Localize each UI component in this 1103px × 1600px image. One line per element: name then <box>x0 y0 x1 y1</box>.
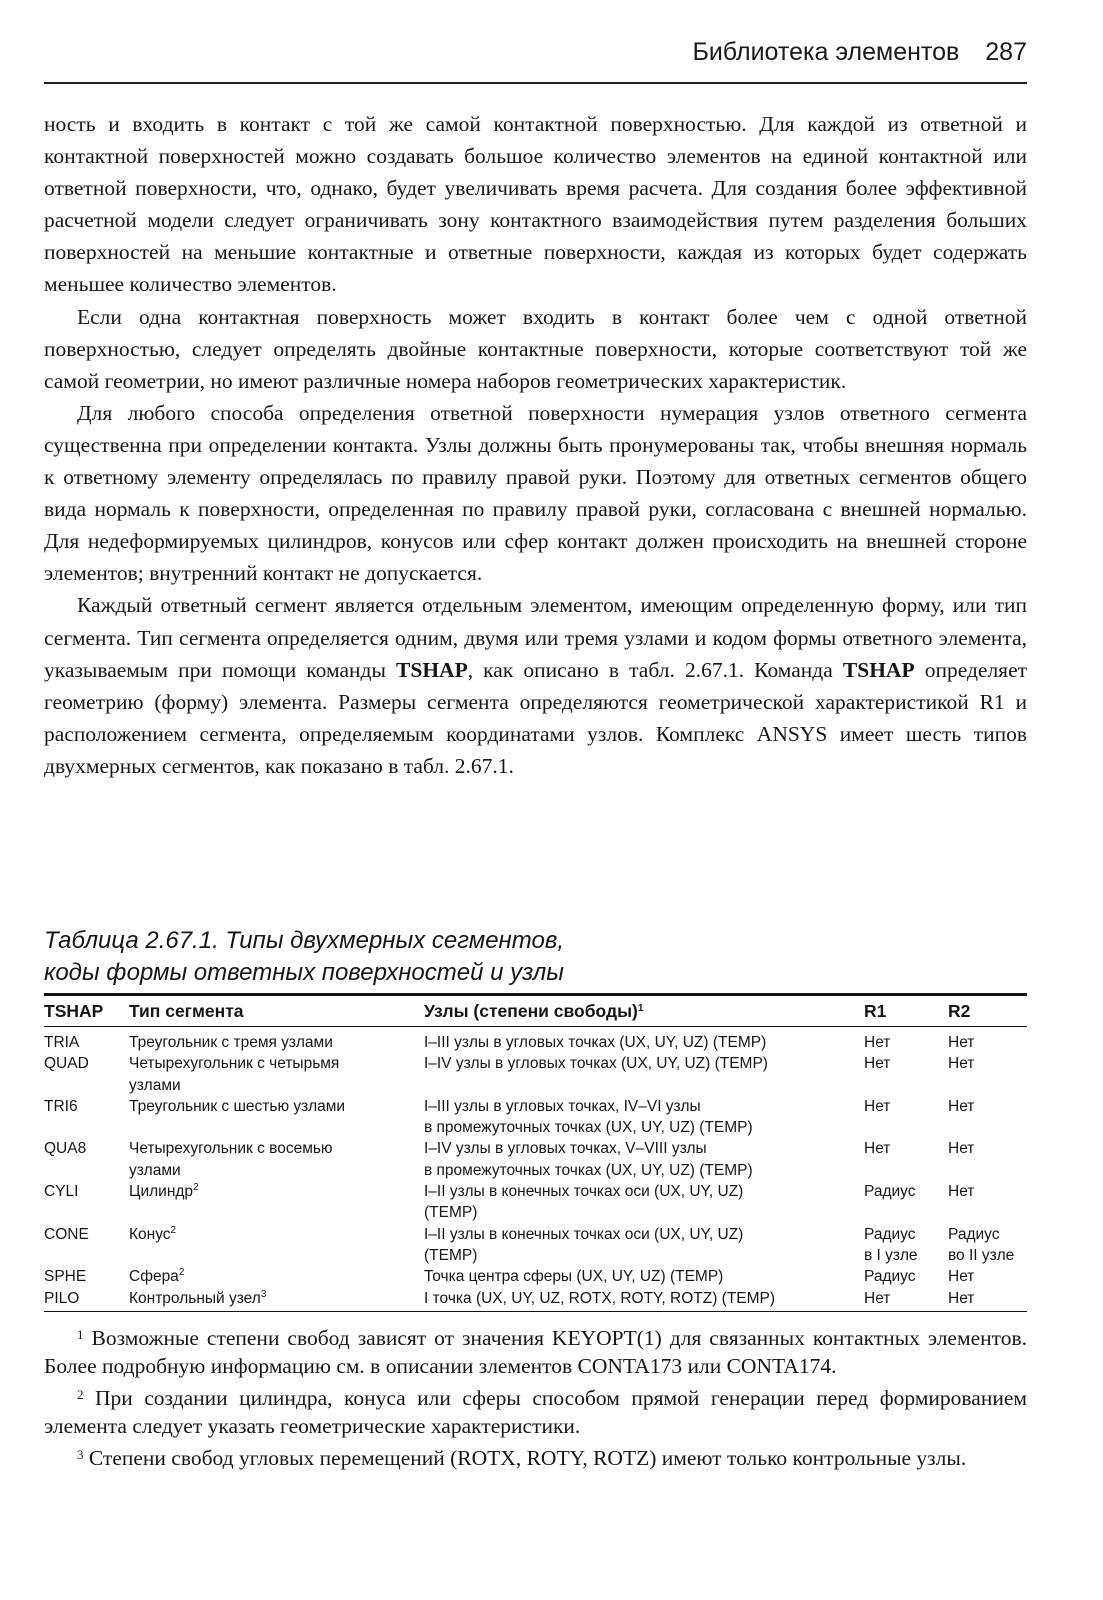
cell-nodes <box>424 1288 864 1311</box>
cell-r1 <box>864 1181 948 1224</box>
page-number: 287 <box>985 38 1027 66</box>
footnote-text: Возможные степени свобод зависят от значения KEYOPT(1) для связанных контактных элементов. Более подробную информацию см. в описании злементов CONTA173 или CONTA174. <box>44 1326 1028 1378</box>
footnotes <box>44 1325 1027 1478</box>
cell-line: I–IV узлы в угловых точках, V–VIII узлы <box>424 1140 707 1158</box>
footnote-mark: 2 <box>77 1387 84 1403</box>
footnote-mark: 3 <box>77 1447 84 1463</box>
cell-nodes <box>424 1224 864 1267</box>
cell-line: Нет <box>948 1097 975 1115</box>
cell-r2 <box>948 1053 1027 1096</box>
cell-segment-type <box>129 1027 424 1053</box>
footnote-ref: 2 <box>170 1224 177 1236</box>
cell-nodes <box>424 1266 864 1287</box>
table-row <box>44 1096 1027 1139</box>
cell-line: (TEMP) <box>424 1246 478 1264</box>
table-body <box>44 1027 1027 1311</box>
cell-line: в I узле <box>864 1246 918 1264</box>
cell-nodes <box>424 1053 864 1096</box>
paragraph-4-text: Каждый ответный сегмент является отдельным элементом, имеющим определенную форму, или тип сегмента. Тип сегмента определяется одним, двумя или тремя узлами и кодом формы ответного элемента, указываемым при помощи команды <box>44 593 1027 682</box>
cell-line: Нет <box>948 1055 975 1073</box>
footnote <box>44 1445 1027 1473</box>
table-row <box>44 1053 1027 1096</box>
header-tshap: TSHAP <box>44 1001 104 1021</box>
cell-r2 <box>948 1138 1027 1181</box>
cell-line: I–II узлы в конечных точках оси (UX, UY, UZ) <box>424 1183 744 1201</box>
cell-tshap: TRIA <box>44 1034 80 1051</box>
cell-line: Сфера <box>129 1268 179 1286</box>
table-row <box>44 1266 1027 1287</box>
cell-line: Нет <box>864 1289 891 1307</box>
cell-r1 <box>864 1288 948 1311</box>
cell-tshap: CONE <box>44 1225 89 1243</box>
cell-line: узлами <box>129 1161 181 1179</box>
cell-line: Треугольник с шестью узлами <box>129 1097 346 1115</box>
cell-segment-type <box>129 1053 424 1096</box>
footnote-text: При создании цилиндра, конуса или сферы способом прямой генерации перед формированием элемента следует указать геометрические характеристики. <box>44 1386 1027 1438</box>
table-row <box>44 1138 1027 1181</box>
table <box>44 996 1027 1026</box>
cell-segment-type <box>129 1288 424 1311</box>
paragraph-4 <box>44 589 1027 782</box>
cell-line: Точка центра сферы (UX, UY, UZ) (TEMP) <box>424 1268 724 1286</box>
header-r1: R1 <box>864 1001 887 1021</box>
cell-r2 <box>948 1181 1027 1224</box>
footnote-mark: 1 <box>77 1327 84 1342</box>
cell-segment-type <box>129 1266 424 1287</box>
running-title: Библиотека элементов <box>692 38 960 66</box>
footnote-ref: 3 <box>260 1288 267 1300</box>
cell-line: Контрольный узел <box>129 1289 261 1307</box>
cell-nodes <box>424 1096 864 1139</box>
cell-line: во II узле <box>948 1246 1015 1264</box>
cell-line: Нет <box>948 1140 975 1158</box>
cell-tshap: QUAD <box>44 1055 89 1073</box>
table-row <box>44 1027 1027 1053</box>
cell-r1 <box>864 1096 948 1139</box>
cell-tshap: CYLI <box>44 1183 79 1201</box>
cell-line: узлами <box>129 1076 181 1094</box>
cell-r2 <box>948 1096 1027 1139</box>
cell-line: Нет <box>948 1289 975 1307</box>
cell-segment-type <box>129 1138 424 1181</box>
cell-segment-type <box>129 1096 424 1139</box>
table-row <box>44 1181 1027 1224</box>
command-tshap: TSHAP <box>842 657 915 682</box>
cell-line: Радиус <box>948 1225 1000 1243</box>
paragraph-2: Если одна контактная поверхность может входить в контакт более чем с одной ответной поверхностью, следует определять двойные контактные поверхности, которые соответствуют той же самой геометрии, но имеют различные номера наборов геометрических характеристик. <box>44 304 1027 393</box>
paragraph-4-text: определяет геометрию (форму) элемента. Размеры сегмента определяются геометрической характеристикой R1 и расположением сегмента, определяемым координатами узлов. Комплекс ANSYS имеет шесть типов двухмерных сегментов, как показано в табл. 2.67.1. <box>44 657 1028 778</box>
cell-nodes <box>424 1027 864 1053</box>
cell-line: в промежуточных точках (UX, UY, UZ) (TEMP) <box>424 1161 753 1179</box>
header-nodes-label: Узлы (степени свободы) <box>424 1001 638 1021</box>
cell-line: Радиус <box>864 1225 916 1243</box>
cell-r1 <box>864 1027 948 1053</box>
cell-line: I точка (UX, UY, UZ, ROTX, ROTY, ROTZ) (TEMP) <box>424 1289 776 1307</box>
cell-segment-type <box>129 1181 424 1224</box>
running-header <box>692 38 1027 67</box>
cell-r2 <box>948 1224 1027 1267</box>
cell-line: Нет <box>864 1097 891 1115</box>
cell-line: Нет <box>948 1268 975 1286</box>
header-segment-type: Тип сегмента <box>129 1001 244 1021</box>
header-r2: R2 <box>948 1001 971 1021</box>
cell-line: Нет <box>864 1055 891 1073</box>
cell-r2 <box>948 1027 1027 1053</box>
footnote-text: Степени свобод угловых перемещений (ROTX, ROTY, ROTZ) имеют только контрольные узлы. <box>88 1446 967 1471</box>
paragraph-4-text: , как описано в табл. 2.67.1. Команда <box>467 657 843 682</box>
cell-line: Треугольник с тремя узлами <box>129 1034 333 1051</box>
paragraph-3: Для любого способа определения ответной поверхности нумерация узлов ответного сегмента существенна при определении контакта. Узлы должны быть пронумерованы так, чтобы внешняя нормаль к ответному элементу определялась по правилу правой руки. Поэтому для ответных сегментов общего вида нормаль к поверхности, определенная по правилу правой руки, согласована с внешней нормалью. Для недеформируемых цилиндров, конусов или сфер контакт должен происходить на внешней стороне элементов; внутренний контакт не допускается. <box>44 400 1027 586</box>
cell-line <box>129 1266 424 1287</box>
command-tshap: TSHAP <box>396 657 468 682</box>
footnote-ref: 1 <box>637 1003 644 1014</box>
cell-line: I–IV узлы в угловых точках (UX, UY, UZ) (TEMP) <box>424 1055 768 1073</box>
cell-line: Радиус <box>864 1268 916 1286</box>
cell-tshap: SPHE <box>44 1268 87 1286</box>
cell-segment-type <box>129 1224 424 1267</box>
cell-r1 <box>864 1053 948 1096</box>
cell-tshap: PILO <box>44 1289 80 1307</box>
table-caption <box>44 925 844 989</box>
header-nodes <box>424 996 864 1026</box>
cell-nodes <box>424 1181 864 1224</box>
table-bottom-rule <box>44 1311 1027 1313</box>
cell-line: Четырехугольник с четырьмя <box>129 1055 340 1073</box>
cell-line <box>129 1181 424 1202</box>
cell-tshap: TRI6 <box>44 1097 78 1115</box>
cell-tshap: QUA8 <box>44 1140 87 1158</box>
paragraph-1: ность и входить в контакт с той же самой контактной поверхностью. Для каждой из ответной и контактной поверхностей можно создавать большое количество элементов на единой контактной или ответной поверхности, что, однако, будет увеличивать время расчета. Для создания более эффективной расчетной модели следует ограничивать зону контактного взаимодействия путем разделения больших поверхностей на меньшие контактные и ответные поверхности, каждая из которых будет содержать меньшее количество элементов. <box>44 112 1027 297</box>
footnote-ref: 2 <box>178 1267 185 1279</box>
cell-nodes <box>424 1138 864 1181</box>
cell-line <box>129 1288 424 1309</box>
cell-line: I–III узлы в угловых точках (UX, UY, UZ) (TEMP) <box>424 1034 767 1051</box>
footnote-ref: 2 <box>193 1182 199 1194</box>
cell-line: I–III узлы в угловых точках, IV–VI узлы <box>424 1097 701 1115</box>
table-header-row <box>44 996 1027 1026</box>
cell-r1 <box>864 1138 948 1181</box>
body-text <box>44 108 1027 782</box>
cell-r1 <box>864 1266 948 1287</box>
cell-line: Нет <box>948 1034 975 1051</box>
table-row <box>44 1288 1027 1311</box>
cell-line: в промежуточных точках (UX, UY, UZ) (TEMP) <box>424 1119 753 1137</box>
cell-line: I–II узлы в конечных точках оси (UX, UY, UZ) <box>424 1225 744 1243</box>
cell-r2 <box>948 1288 1027 1311</box>
cell-line: Нет <box>864 1140 891 1158</box>
cell-line: Нет <box>948 1183 975 1201</box>
cell-line: Цилиндр <box>129 1183 194 1201</box>
segment-types-table <box>44 993 1027 1312</box>
cell-r1 <box>864 1224 948 1267</box>
footnote <box>44 1325 1027 1380</box>
table-row <box>44 1224 1027 1267</box>
footnote <box>44 1385 1027 1440</box>
cell-line: (TEMP) <box>424 1204 478 1222</box>
cell-line: Нет <box>864 1034 891 1051</box>
cell-r2 <box>948 1266 1027 1287</box>
cell-line <box>129 1224 424 1245</box>
header-rule <box>44 82 1027 84</box>
cell-line: Четырехугольник с восемью <box>129 1140 333 1158</box>
cell-line: Конус <box>129 1225 171 1243</box>
table-caption-line: Таблица 2.67.1. Типы двухмерных сегментов, <box>44 927 565 954</box>
table-caption-line: коды формы ответных поверхностей и узлы <box>44 959 564 986</box>
cell-line: Радиус <box>864 1183 916 1201</box>
